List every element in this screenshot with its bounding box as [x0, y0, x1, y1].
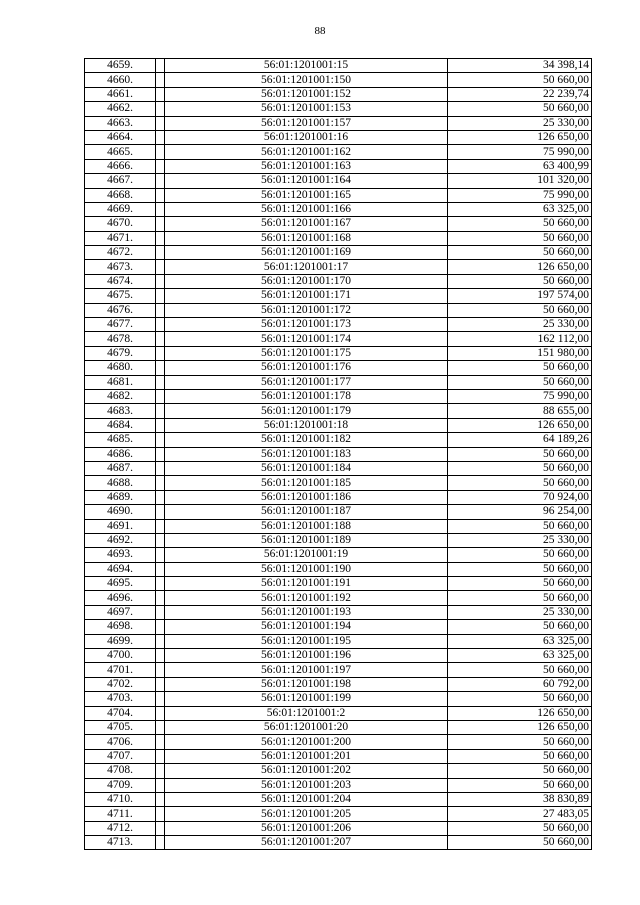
- table-row: [85, 87, 592, 101]
- column-spacer: [156, 634, 165, 648]
- table-row: [85, 116, 592, 130]
- column-spacer: [156, 778, 165, 792]
- cadastral-number-cell: 56:01:1201001:183: [165, 447, 448, 461]
- cadastral-number-cell: 56:01:1201001:182: [165, 433, 448, 447]
- row-number-cell: 4708.: [85, 764, 156, 778]
- amount-cell: 50 660,00: [448, 246, 592, 260]
- row-number-cell: 4659.: [85, 59, 156, 73]
- row-number-cell: 4664.: [85, 130, 156, 144]
- amount-cell: 126 650,00: [448, 130, 592, 144]
- column-spacer: [156, 706, 165, 720]
- table-body: [85, 59, 592, 850]
- column-spacer: [156, 130, 165, 144]
- table-row: [85, 73, 592, 87]
- amount-cell: 162 112,00: [448, 332, 592, 346]
- amount-cell: 38 830,89: [448, 792, 592, 806]
- table-row: [85, 649, 592, 663]
- column-spacer: [156, 461, 165, 475]
- row-number-cell: 4681.: [85, 375, 156, 389]
- table-row: [85, 447, 592, 461]
- table-row: [85, 389, 592, 403]
- cadastral-number-cell: 56:01:1201001:195: [165, 634, 448, 648]
- table-row: [85, 102, 592, 116]
- cadastral-number-cell: 56:01:1201001:186: [165, 490, 448, 504]
- row-number-cell: 4683.: [85, 404, 156, 418]
- column-spacer: [156, 274, 165, 288]
- amount-cell: 70 924,00: [448, 490, 592, 504]
- amount-cell: 34 398,14: [448, 59, 592, 73]
- cadastral-number-cell: 56:01:1201001:167: [165, 217, 448, 231]
- amount-cell: 63 325,00: [448, 634, 592, 648]
- row-number-cell: 4675.: [85, 289, 156, 303]
- amount-cell: 50 660,00: [448, 821, 592, 835]
- column-spacer: [156, 202, 165, 216]
- row-number-cell: 4689.: [85, 490, 156, 504]
- table-row: [85, 605, 592, 619]
- cadastral-number-cell: 56:01:1201001:164: [165, 174, 448, 188]
- amount-cell: 50 660,00: [448, 217, 592, 231]
- column-spacer: [156, 548, 165, 562]
- column-spacer: [156, 318, 165, 332]
- cadastral-table: [84, 58, 592, 850]
- cadastral-number-cell: 56:01:1201001:17: [165, 260, 448, 274]
- column-spacer: [156, 533, 165, 547]
- column-spacer: [156, 159, 165, 173]
- table-row: [85, 217, 592, 231]
- table-row: [85, 130, 592, 144]
- amount-cell: 50 660,00: [448, 778, 592, 792]
- cadastral-number-cell: 56:01:1201001:203: [165, 778, 448, 792]
- amount-cell: 63 325,00: [448, 649, 592, 663]
- table-row: [85, 735, 592, 749]
- table-row: [85, 188, 592, 202]
- amount-cell: 25 330,00: [448, 318, 592, 332]
- cadastral-number-cell: 56:01:1201001:207: [165, 836, 448, 850]
- amount-cell: 64 189,26: [448, 433, 592, 447]
- table-row: [85, 145, 592, 159]
- amount-cell: 101 320,00: [448, 174, 592, 188]
- amount-cell: 126 650,00: [448, 260, 592, 274]
- column-spacer: [156, 418, 165, 432]
- amount-cell: 50 660,00: [448, 519, 592, 533]
- row-number-cell: 4662.: [85, 102, 156, 116]
- row-number-cell: 4688.: [85, 476, 156, 490]
- cadastral-number-cell: 56:01:1201001:19: [165, 548, 448, 562]
- table-row: [85, 720, 592, 734]
- table-row: [85, 289, 592, 303]
- column-spacer: [156, 677, 165, 691]
- table-row: [85, 346, 592, 360]
- amount-cell: 151 980,00: [448, 346, 592, 360]
- cadastral-number-cell: 56:01:1201001:187: [165, 505, 448, 519]
- row-number-cell: 4676.: [85, 303, 156, 317]
- row-number-cell: 4679.: [85, 346, 156, 360]
- row-number-cell: 4707.: [85, 749, 156, 763]
- cadastral-number-cell: 56:01:1201001:172: [165, 303, 448, 317]
- amount-cell: 126 650,00: [448, 720, 592, 734]
- amount-cell: 50 660,00: [448, 274, 592, 288]
- row-number-cell: 4668.: [85, 188, 156, 202]
- row-number-cell: 4685.: [85, 433, 156, 447]
- table-row: [85, 361, 592, 375]
- row-number-cell: 4673.: [85, 260, 156, 274]
- amount-cell: 50 660,00: [448, 577, 592, 591]
- amount-cell: 50 660,00: [448, 620, 592, 634]
- column-spacer: [156, 260, 165, 274]
- column-spacer: [156, 836, 165, 850]
- column-spacer: [156, 692, 165, 706]
- row-number-cell: 4666.: [85, 159, 156, 173]
- table-row: [85, 591, 592, 605]
- column-spacer: [156, 73, 165, 87]
- amount-cell: 50 660,00: [448, 375, 592, 389]
- column-spacer: [156, 519, 165, 533]
- cadastral-number-cell: 56:01:1201001:168: [165, 231, 448, 245]
- table-row: [85, 318, 592, 332]
- amount-cell: 75 990,00: [448, 188, 592, 202]
- table-row: [85, 577, 592, 591]
- cadastral-number-cell: 56:01:1201001:170: [165, 274, 448, 288]
- table-row: [85, 303, 592, 317]
- table-row: [85, 246, 592, 260]
- table-row: [85, 778, 592, 792]
- row-number-cell: 4709.: [85, 778, 156, 792]
- table-row: [85, 433, 592, 447]
- column-spacer: [156, 605, 165, 619]
- amount-cell: 50 660,00: [448, 663, 592, 677]
- cadastral-number-cell: 56:01:1201001:163: [165, 159, 448, 173]
- cadastral-number-cell: 56:01:1201001:176: [165, 361, 448, 375]
- amount-cell: 50 660,00: [448, 692, 592, 706]
- table-row: [85, 159, 592, 173]
- amount-cell: 96 254,00: [448, 505, 592, 519]
- cadastral-number-cell: 56:01:1201001:157: [165, 116, 448, 130]
- column-spacer: [156, 116, 165, 130]
- row-number-cell: 4669.: [85, 202, 156, 216]
- row-number-cell: 4696.: [85, 591, 156, 605]
- amount-cell: 126 650,00: [448, 706, 592, 720]
- amount-cell: 50 660,00: [448, 303, 592, 317]
- cadastral-number-cell: 56:01:1201001:165: [165, 188, 448, 202]
- column-spacer: [156, 735, 165, 749]
- table-row: [85, 174, 592, 188]
- row-number-cell: 4702.: [85, 677, 156, 691]
- column-spacer: [156, 361, 165, 375]
- amount-cell: 126 650,00: [448, 418, 592, 432]
- column-spacer: [156, 174, 165, 188]
- amount-cell: 50 660,00: [448, 447, 592, 461]
- amount-cell: 50 660,00: [448, 591, 592, 605]
- cadastral-number-cell: 56:01:1201001:196: [165, 649, 448, 663]
- amount-cell: 50 660,00: [448, 836, 592, 850]
- row-number-cell: 4713.: [85, 836, 156, 850]
- cadastral-number-cell: 56:01:1201001:175: [165, 346, 448, 360]
- amount-cell: 27 483,05: [448, 807, 592, 821]
- table-row: [85, 418, 592, 432]
- row-number-cell: 4695.: [85, 577, 156, 591]
- table-row: [85, 404, 592, 418]
- column-spacer: [156, 87, 165, 101]
- table-row: [85, 562, 592, 576]
- table-row: [85, 792, 592, 806]
- amount-cell: 22 239,74: [448, 87, 592, 101]
- row-number-cell: 4665.: [85, 145, 156, 159]
- cadastral-number-cell: 56:01:1201001:192: [165, 591, 448, 605]
- column-spacer: [156, 649, 165, 663]
- cadastral-number-cell: 56:01:1201001:188: [165, 519, 448, 533]
- column-spacer: [156, 577, 165, 591]
- table-row: [85, 505, 592, 519]
- table-row: [85, 663, 592, 677]
- row-number-cell: 4684.: [85, 418, 156, 432]
- table-row: [85, 461, 592, 475]
- amount-cell: 63 325,00: [448, 202, 592, 216]
- row-number-cell: 4704.: [85, 706, 156, 720]
- table-row: [85, 490, 592, 504]
- table-row: [85, 807, 592, 821]
- row-number-cell: 4691.: [85, 519, 156, 533]
- row-number-cell: 4663.: [85, 116, 156, 130]
- column-spacer: [156, 433, 165, 447]
- cadastral-number-cell: 56:01:1201001:197: [165, 663, 448, 677]
- row-number-cell: 4706.: [85, 735, 156, 749]
- amount-cell: 50 660,00: [448, 562, 592, 576]
- amount-cell: 50 660,00: [448, 231, 592, 245]
- row-number-cell: 4698.: [85, 620, 156, 634]
- column-spacer: [156, 59, 165, 73]
- row-number-cell: 4680.: [85, 361, 156, 375]
- cadastral-number-cell: 56:01:1201001:201: [165, 749, 448, 763]
- table-row: [85, 519, 592, 533]
- amount-cell: 75 990,00: [448, 389, 592, 403]
- row-number-cell: 4692.: [85, 533, 156, 547]
- amount-cell: 25 330,00: [448, 533, 592, 547]
- amount-cell: 63 400,99: [448, 159, 592, 173]
- column-spacer: [156, 807, 165, 821]
- table-row: [85, 274, 592, 288]
- page-number: 88: [314, 25, 326, 37]
- column-spacer: [156, 821, 165, 835]
- column-spacer: [156, 720, 165, 734]
- row-number-cell: 4690.: [85, 505, 156, 519]
- column-spacer: [156, 389, 165, 403]
- cadastral-number-cell: 56:01:1201001:171: [165, 289, 448, 303]
- row-number-cell: 4712.: [85, 821, 156, 835]
- table-row: [85, 59, 592, 73]
- cadastral-number-cell: 56:01:1201001:200: [165, 735, 448, 749]
- amount-cell: 50 660,00: [448, 361, 592, 375]
- column-spacer: [156, 246, 165, 260]
- column-spacer: [156, 447, 165, 461]
- column-spacer: [156, 663, 165, 677]
- column-spacer: [156, 346, 165, 360]
- column-spacer: [156, 102, 165, 116]
- cadastral-number-cell: 56:01:1201001:198: [165, 677, 448, 691]
- cadastral-number-cell: 56:01:1201001:178: [165, 389, 448, 403]
- row-number-cell: 4694.: [85, 562, 156, 576]
- amount-cell: 75 990,00: [448, 145, 592, 159]
- row-number-cell: 4697.: [85, 605, 156, 619]
- cadastral-number-cell: 56:01:1201001:150: [165, 73, 448, 87]
- cadastral-number-cell: 56:01:1201001:205: [165, 807, 448, 821]
- column-spacer: [156, 332, 165, 346]
- cadastral-number-cell: 56:01:1201001:162: [165, 145, 448, 159]
- table-row: [85, 548, 592, 562]
- row-number-cell: 4671.: [85, 231, 156, 245]
- amount-cell: 50 660,00: [448, 735, 592, 749]
- row-number-cell: 4700.: [85, 649, 156, 663]
- cadastral-number-cell: 56:01:1201001:184: [165, 461, 448, 475]
- cadastral-number-cell: 56:01:1201001:18: [165, 418, 448, 432]
- row-number-cell: 4674.: [85, 274, 156, 288]
- table-row: [85, 533, 592, 547]
- column-spacer: [156, 764, 165, 778]
- row-number-cell: 4693.: [85, 548, 156, 562]
- cadastral-number-cell: 56:01:1201001:153: [165, 102, 448, 116]
- cadastral-number-cell: 56:01:1201001:204: [165, 792, 448, 806]
- cadastral-number-cell: 56:01:1201001:152: [165, 87, 448, 101]
- row-number-cell: 4705.: [85, 720, 156, 734]
- amount-cell: 88 655,00: [448, 404, 592, 418]
- cadastral-number-cell: 56:01:1201001:190: [165, 562, 448, 576]
- table-row: [85, 375, 592, 389]
- column-spacer: [156, 505, 165, 519]
- cadastral-number-cell: 56:01:1201001:2: [165, 706, 448, 720]
- amount-cell: 50 660,00: [448, 548, 592, 562]
- amount-cell: 50 660,00: [448, 461, 592, 475]
- cadastral-number-cell: 56:01:1201001:20: [165, 720, 448, 734]
- amount-cell: 50 660,00: [448, 102, 592, 116]
- column-spacer: [156, 404, 165, 418]
- table-row: [85, 749, 592, 763]
- row-number-cell: 4672.: [85, 246, 156, 260]
- table-row: [85, 231, 592, 245]
- table-row: [85, 476, 592, 490]
- cadastral-number-cell: 56:01:1201001:202: [165, 764, 448, 778]
- column-spacer: [156, 562, 165, 576]
- cadastral-number-cell: 56:01:1201001:166: [165, 202, 448, 216]
- cadastral-number-cell: 56:01:1201001:174: [165, 332, 448, 346]
- column-spacer: [156, 620, 165, 634]
- column-spacer: [156, 289, 165, 303]
- table-row: [85, 634, 592, 648]
- cadastral-number-cell: 56:01:1201001:206: [165, 821, 448, 835]
- table-row: [85, 692, 592, 706]
- column-spacer: [156, 217, 165, 231]
- amount-cell: 197 574,00: [448, 289, 592, 303]
- row-number-cell: 4677.: [85, 318, 156, 332]
- row-number-cell: 4710.: [85, 792, 156, 806]
- cadastral-number-cell: 56:01:1201001:185: [165, 476, 448, 490]
- amount-cell: 60 792,00: [448, 677, 592, 691]
- row-number-cell: 4670.: [85, 217, 156, 231]
- cadastral-number-cell: 56:01:1201001:179: [165, 404, 448, 418]
- row-number-cell: 4660.: [85, 73, 156, 87]
- cadastral-number-cell: 56:01:1201001:16: [165, 130, 448, 144]
- amount-cell: 50 660,00: [448, 749, 592, 763]
- row-number-cell: 4667.: [85, 174, 156, 188]
- cadastral-number-cell: 56:01:1201001:173: [165, 318, 448, 332]
- row-number-cell: 4678.: [85, 332, 156, 346]
- table-row: [85, 821, 592, 835]
- amount-cell: 50 660,00: [448, 476, 592, 490]
- row-number-cell: 4701.: [85, 663, 156, 677]
- column-spacer: [156, 231, 165, 245]
- amount-cell: 50 660,00: [448, 764, 592, 778]
- cadastral-number-cell: 56:01:1201001:191: [165, 577, 448, 591]
- row-number-cell: 4686.: [85, 447, 156, 461]
- row-number-cell: 4682.: [85, 389, 156, 403]
- table-row: [85, 764, 592, 778]
- table-row: [85, 620, 592, 634]
- table-row: [85, 677, 592, 691]
- cadastral-number-cell: 56:01:1201001:199: [165, 692, 448, 706]
- cadastral-number-cell: 56:01:1201001:189: [165, 533, 448, 547]
- row-number-cell: 4703.: [85, 692, 156, 706]
- cadastral-number-cell: 56:01:1201001:193: [165, 605, 448, 619]
- column-spacer: [156, 303, 165, 317]
- cadastral-number-cell: 56:01:1201001:177: [165, 375, 448, 389]
- amount-cell: 25 330,00: [448, 605, 592, 619]
- row-number-cell: 4661.: [85, 87, 156, 101]
- row-number-cell: 4687.: [85, 461, 156, 475]
- cadastral-number-cell: 56:01:1201001:194: [165, 620, 448, 634]
- column-spacer: [156, 749, 165, 763]
- amount-cell: 50 660,00: [448, 73, 592, 87]
- column-spacer: [156, 792, 165, 806]
- table-row: [85, 202, 592, 216]
- table-row: [85, 332, 592, 346]
- cadastral-number-cell: 56:01:1201001:169: [165, 246, 448, 260]
- column-spacer: [156, 591, 165, 605]
- column-spacer: [156, 476, 165, 490]
- row-number-cell: 4699.: [85, 634, 156, 648]
- column-spacer: [156, 145, 165, 159]
- column-spacer: [156, 375, 165, 389]
- column-spacer: [156, 188, 165, 202]
- table-row: [85, 260, 592, 274]
- column-spacer: [156, 490, 165, 504]
- amount-cell: 25 330,00: [448, 116, 592, 130]
- cadastral-number-cell: 56:01:1201001:15: [165, 59, 448, 73]
- row-number-cell: 4711.: [85, 807, 156, 821]
- table-row: [85, 836, 592, 850]
- table-row: [85, 706, 592, 720]
